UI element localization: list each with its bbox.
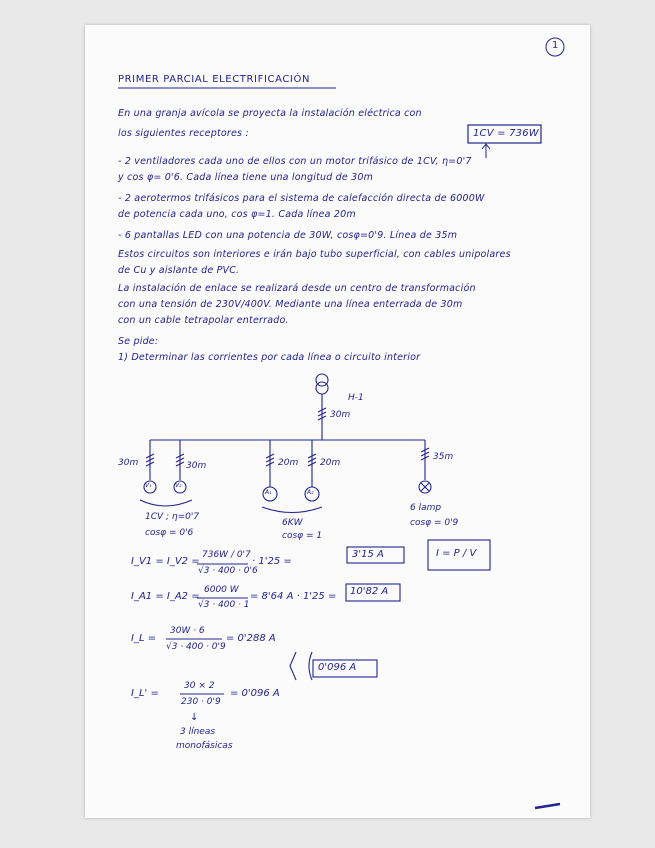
- statement-line: La instalación de enlace se realizará desde un centro de transformación: [118, 283, 476, 294]
- fan-spec: 1CV ; η=0'7: [145, 512, 200, 522]
- heater-spec: 6KW: [282, 518, 303, 528]
- receiver-label: V₂: [175, 482, 182, 489]
- statement-line: con una tensión de 230V/400V. Mediante una línea enterrada de 30m: [118, 299, 463, 310]
- il-result: 0'096 A: [318, 662, 357, 673]
- iv-denominator: √3 · 400 · 0'6: [198, 566, 258, 576]
- ia-factor: = 8'64 A · 1'25 =: [250, 591, 337, 602]
- statement-line: - 6 pantallas LED con una potencia de 30W, cosφ=0'9. Línea de 35m: [118, 230, 458, 241]
- statement-line: - 2 ventiladores cada uno de ellos con un motor trifásico de 1CV, η=0'7: [118, 156, 472, 167]
- fan-cosphi: cosφ = 0'6: [145, 528, 194, 538]
- ask-label: Se pide:: [118, 336, 159, 347]
- note-arrow: ↓: [190, 712, 199, 723]
- statement-line: En una granja avícola se proyecta la instalación eléctrica con: [118, 108, 422, 119]
- il2-result-text: = 0'096 A: [230, 688, 280, 699]
- single-line-diagram: [140, 374, 431, 513]
- ia-denominator: √3 · 400 · 1: [198, 600, 250, 610]
- receiver-label: V₁: [145, 482, 152, 489]
- statement-line: y cos φ= 0'6. Cada línea tiene una longitud de 30m: [118, 172, 374, 183]
- statement-line: de potencia cada uno, cos φ=1. Cada línea 20m: [118, 209, 356, 220]
- fan-brace: [140, 500, 192, 506]
- receiver-label: A₂: [307, 489, 314, 496]
- ia-numerator: 6000 W: [204, 585, 239, 595]
- ia-lhs: I_A1 = I_A2 =: [131, 591, 200, 602]
- question-1: 1) Determinar las corrientes por cada línea o circuito interior: [118, 352, 421, 363]
- note-line: 3 líneas: [180, 727, 216, 737]
- lamp-spec: 6 lamp: [410, 503, 442, 513]
- branch-length: 30m: [118, 458, 139, 468]
- page-title: PRIMER PARCIAL ELECTRIFICACIÓN: [118, 74, 311, 85]
- statement-line: - 2 aerotermos trifásicos para el sistema de calefacción directa de 6000W: [118, 193, 485, 204]
- il-denominator: √3 · 400 · 0'9: [166, 642, 226, 652]
- iv-factor: · 1'25 =: [252, 556, 292, 567]
- il2-numerator: 30 × 2: [184, 681, 215, 691]
- branch-length: 20m: [320, 458, 341, 468]
- page-number: 1: [552, 40, 559, 51]
- ia-result: 10'82 A: [350, 586, 389, 597]
- statement-line: los siguientes receptores :: [118, 128, 249, 139]
- statement-line: Estos circuitos son interiores e irán bajo tubo superficial, con cables unipolares: [118, 249, 511, 260]
- il2-lhs: I_L' =: [131, 688, 159, 699]
- iv-result: 3'15 A: [352, 549, 384, 560]
- il-numerator: 30W · 6: [170, 626, 205, 636]
- iv-numerator: 736W / 0'7: [202, 550, 251, 560]
- il-result-text: = 0'288 A: [226, 633, 276, 644]
- il2-denominator: 230 · 0'9: [181, 697, 221, 707]
- main-line-tag: H-1: [348, 393, 364, 403]
- note-line: monofásicas: [176, 741, 233, 751]
- iv-lhs: I_V1 = I_V2 =: [131, 556, 200, 567]
- receiver-label: A₁: [265, 489, 272, 496]
- il-lhs: I_L =: [131, 633, 157, 644]
- branch-length: 30m: [186, 461, 207, 471]
- heater-cosphi: cosφ = 1: [282, 531, 323, 541]
- conversion-note: 1CV = 736W: [473, 128, 539, 139]
- statement-line: de Cu y aislante de PVC.: [118, 265, 240, 276]
- heater-brace: [262, 507, 322, 513]
- branch-length: 20m: [278, 458, 299, 468]
- lamp-cosphi: cosφ = 0'9: [410, 518, 459, 528]
- ohm-law: I = P / V: [436, 548, 477, 559]
- main-line-length: 30m: [330, 410, 351, 420]
- branch-length: 35m: [433, 452, 454, 462]
- statement-line: con un cable tetrapolar enterrado.: [118, 315, 289, 326]
